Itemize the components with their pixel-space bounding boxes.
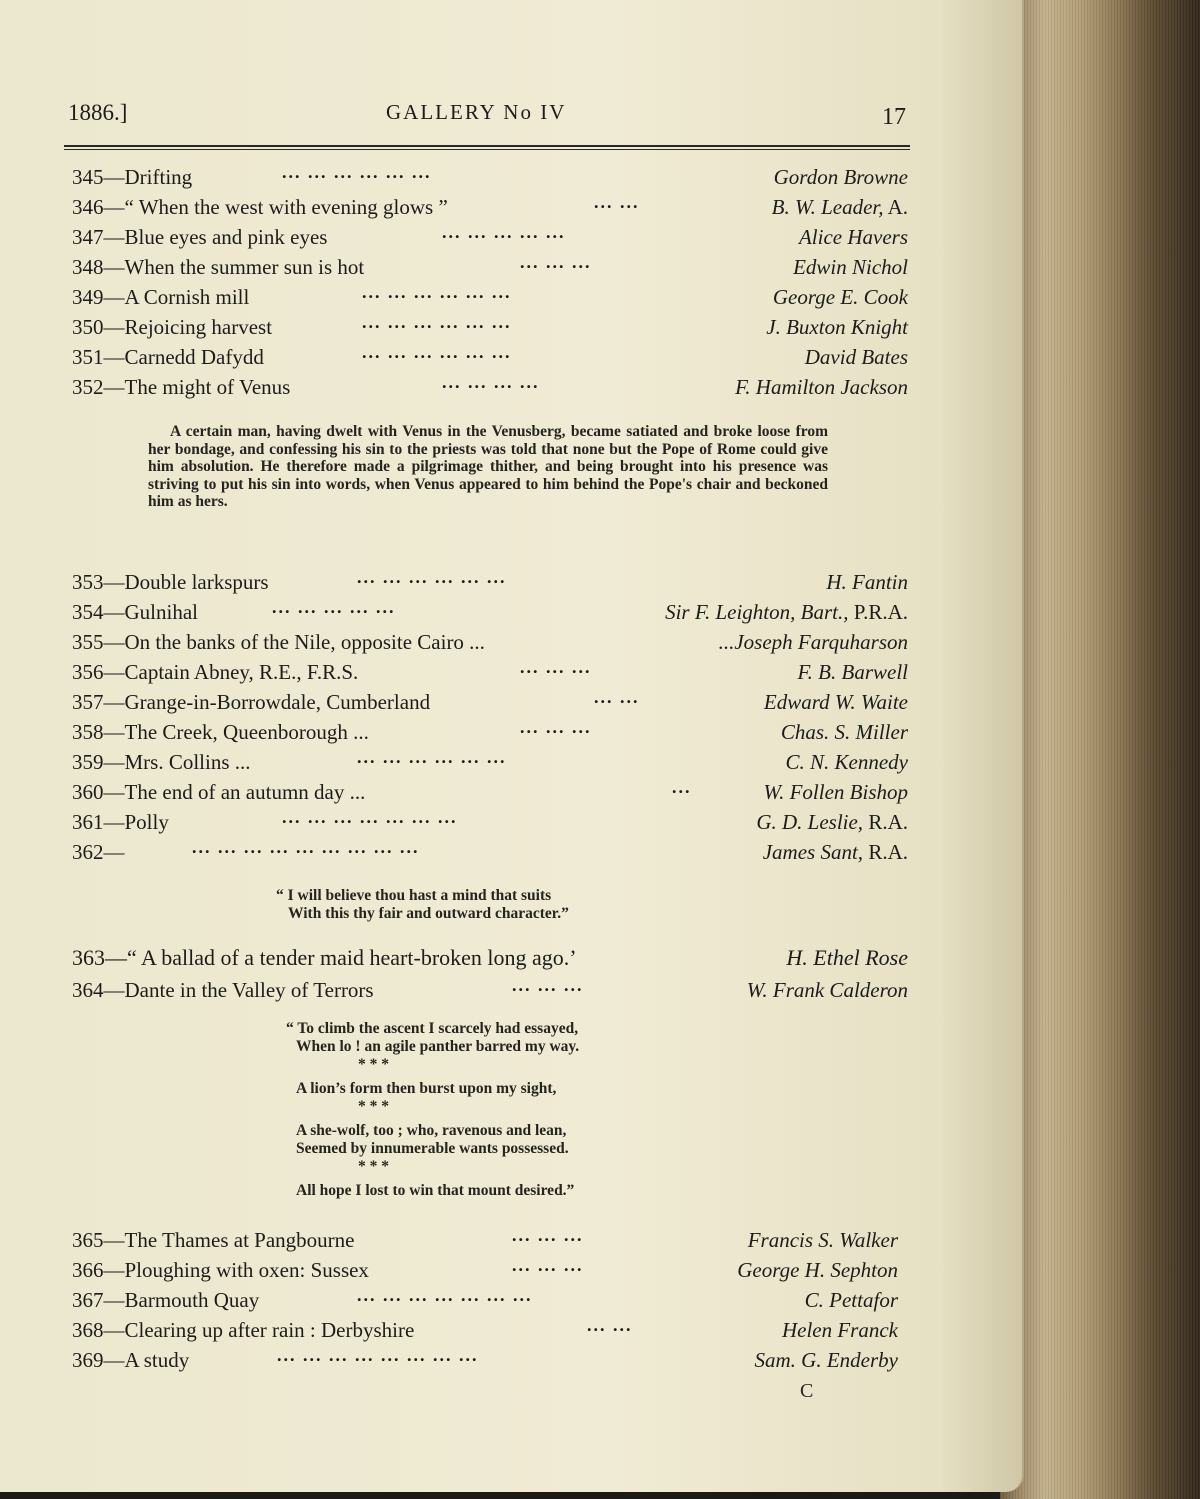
dot-leader: ... ... [587, 1315, 633, 1335]
dot-leader: ... ... ... ... ... ... [357, 747, 507, 767]
catalogue-entry-351: 351—Carnedd Dafydd ... ... ... ... ... ... David Bates [72, 342, 908, 369]
entry-number: 368 [72, 1318, 104, 1342]
entry-artist: Helen Franck [781, 1318, 898, 1342]
entry-title: Gulnihal [124, 600, 198, 624]
entry-number: 366 [72, 1258, 104, 1282]
entry-artist: F. B. Barwell [797, 660, 908, 684]
entry-title: Barmouth Quay [124, 1288, 260, 1312]
dot-leader: ... ... ... ... ... ... [282, 162, 432, 182]
dot-leader: ... ... ... ... ... ... [357, 567, 507, 587]
catalogue-entry-348: 348—When the summer sun is hot ... ... ... Edwin Nichol [72, 252, 908, 279]
catalogue-entry-361: 361—Polly ... ... ... ... ... ... ... G. D. Leslie, R.A. [72, 807, 908, 834]
entry-artist: Gordon Browne [773, 165, 908, 189]
dot-leader: ... ... ... ... ... ... ... [357, 1285, 533, 1305]
catalogue-entry-355: 355—On the banks of the Nile, opposite Cairo ... ...Joseph Farquharson [72, 630, 908, 654]
catalogue-entry-349: 349—A Cornish mill ... ... ... ... ... ... George E. Cook [72, 282, 908, 309]
entry-artist: James Sant, [762, 840, 864, 864]
entry-title: Captain Abney, R.E., F.R.S. [124, 660, 359, 684]
catalogue-entry-345: 345—Drifting ... ... ... ... ... ... Gordon Browne [72, 162, 908, 189]
entry-artist: Sir F. Leighton, Bart., [665, 600, 849, 624]
entry-artist: Chas. S. Miller [780, 720, 908, 744]
entry-artist: Alice Havers [798, 225, 908, 249]
entry-artist: David Bates [804, 345, 908, 369]
catalogue-entry-346: 346—“ When the west with evening glows ” ... ... B. W. Leader, A. [72, 192, 908, 219]
entry-artist: G. D. Leslie, [756, 810, 864, 834]
entry-title: The Thames at Pangbourne [124, 1228, 355, 1252]
entry-title: A Cornish mill [124, 285, 250, 309]
catalogue-entry-360: 360—The end of an autumn day ... ... W. Follen Bishop [72, 777, 908, 804]
entry-title: Carnedd Dafydd [124, 345, 264, 369]
quote-line: A lion’s form then burst upon my sight, [296, 1080, 557, 1097]
running-header [68, 100, 906, 140]
quote-line: With this thy fair and outward character.” [288, 904, 569, 922]
catalogue-entry-356: 356—Captain Abney, R.E., F.R.S. ... ... ... F. B. Barwell [72, 657, 908, 684]
entry-number: 354 [72, 600, 104, 624]
entry-title: Rejoicing harvest [124, 315, 273, 339]
entry-title: “ When the west with evening glows ” [124, 195, 448, 219]
entry-number: 346 [72, 195, 104, 219]
entry-number: 363 [72, 945, 105, 970]
entry-number: 359 [72, 750, 104, 774]
entry-number: 350 [72, 315, 104, 339]
entry-title: Polly [124, 810, 169, 834]
entry-artist: George H. Sephton [737, 1258, 898, 1282]
header-year: 1886.] [68, 100, 128, 125]
entry-title: Mrs. Collins ... [124, 750, 251, 774]
description-text: A certain man, having dwelt with Venus in the Venusberg, became satiated and broke loose from her bondage, and confessing his sin to the priests was told that none but the Pope of Rome could give him absolution. He therefore made a pilgrimage thither, and being brought into his presence was striving to put his sin into words, when Venus appeared to him behind the Pope's chair and beckoned him as hers. [148, 423, 828, 510]
entry-362-quote [276, 887, 569, 922]
entry-number: 358 [72, 720, 104, 744]
dot-leader: ... ... ... [512, 1225, 584, 1245]
header-rule [64, 145, 910, 147]
entry-artist: C. Pettafor [804, 1288, 898, 1312]
entry-number: 349 [72, 285, 104, 309]
entry-artist: B. W. Leader, [771, 195, 884, 219]
dot-leader: ... ... ... [520, 657, 592, 677]
quote-line: Seemed by innumerable wants possessed. [296, 1140, 569, 1157]
dot-leader: ... ... ... ... ... ... [362, 312, 512, 332]
catalogue-entry-369: 369—A study ... ... ... ... ... ... ... ... Sam. G. Enderby [72, 1345, 898, 1372]
catalogue-entry-362: 362— ... ... ... ... ... ... ... ... ... James Sant, R.A. [72, 837, 908, 864]
entry-number: 364 [72, 978, 104, 1002]
catalogue-entry-352: 352—The might of Venus ... ... ... ... F. Hamilton Jackson [72, 372, 908, 399]
stanza-break: * * * [358, 1158, 389, 1175]
header-rule-thin [64, 149, 910, 150]
entry-title: The might of Venus [124, 375, 291, 399]
signature-mark: C [800, 1380, 814, 1402]
entry-number: 353 [72, 570, 104, 594]
quote-line: “ To climb the ascent I scarcely had essayed, [286, 1020, 579, 1037]
entry-title: Clearing up after rain : Derbyshire [124, 1318, 415, 1342]
entry-number: 347 [72, 225, 104, 249]
entry-artist: H. Ethel Rose [786, 945, 908, 970]
catalogue-entry-359: 359—Mrs. Collins ... ... ... ... ... ... ... C. N. Kennedy [72, 747, 908, 774]
entry-number: 351 [72, 345, 104, 369]
entry-number: 361 [72, 810, 104, 834]
quote-line: “ I will believe thou hast a mind that suits [276, 887, 552, 904]
entry-number: 355 [72, 630, 104, 654]
dot-leader: ... ... ... [520, 252, 592, 272]
catalogue-entry-367: 367—Barmouth Quay ... ... ... ... ... ... ... C. Pettafor [72, 1285, 898, 1312]
dot-leader: ... ... [594, 687, 640, 707]
dot-leader: ... ... [594, 192, 640, 212]
quote-line: A she-wolf, too ; who, ravenous and lean, [296, 1122, 567, 1139]
quote-line: When lo ! an agile panther barred my way. [296, 1038, 580, 1055]
entry-artist: W. Follen Bishop [763, 780, 908, 804]
catalogue-entry-350: 350—Rejoicing harvest ... ... ... ... ... ... J. Buxton Knight [72, 312, 908, 339]
entry-number: 348 [72, 255, 104, 279]
entry-number: 345 [72, 165, 104, 189]
dot-leader: ... ... ... ... ... ... ... ... ... [192, 837, 420, 857]
catalogue-entry-366: 366—Ploughing with oxen: Sussex ... ... ... George H. Sephton [72, 1255, 898, 1282]
catalogue-entry-354: 354—Gulnihal ... ... ... ... ... Sir F. Leighton, Bart., P.R.A. [72, 597, 908, 624]
dot-leader: ... ... ... ... ... ... ... [282, 807, 458, 827]
entry-artist: J. Buxton Knight [766, 315, 908, 339]
dot-leader: ... ... ... ... ... [272, 597, 396, 617]
entry-title: When the summer sun is hot [124, 255, 365, 279]
entry-artist: H. Fantin [826, 570, 908, 594]
dot-leader: ... ... ... [512, 1255, 584, 1275]
catalogue-entry-353: 353—Double larkspurs ... ... ... ... ... ... H. Fantin [72, 567, 908, 594]
entry-title: The Creek, Queenborough ... [124, 720, 369, 744]
catalogue-entry-358: 358—The Creek, Queenborough ... ... ... ... Chas. S. Miller [72, 717, 908, 744]
entry-artist: ...Joseph Farquharson [718, 630, 908, 654]
entry-title: Grange-in-Borrowdale, Cumberland [124, 690, 431, 714]
dot-leader: ... ... ... ... ... ... [362, 282, 512, 302]
book-page-edges [1000, 0, 1200, 1499]
quote-line: All hope I lost to win that mount desired.” [296, 1182, 575, 1199]
entry-artist: Edward W. Waite [763, 690, 908, 714]
entry-number: 365 [72, 1228, 104, 1252]
dot-leader: ... ... ... [512, 975, 584, 995]
entry-number: 362 [72, 840, 104, 864]
entry-title: Drifting [124, 165, 193, 189]
entry-number: 356 [72, 660, 104, 684]
entry-artist: W. Frank Calderon [746, 978, 908, 1002]
entry-title: Ploughing with oxen: Sussex [124, 1258, 369, 1282]
entry-number: 360 [72, 780, 104, 804]
entry-artist: F. Hamilton Jackson [735, 375, 908, 399]
dot-leader: ... ... ... [520, 717, 592, 737]
dot-leader: ... ... ... ... ... [442, 222, 566, 242]
entry-artist: George E. Cook [772, 285, 908, 309]
entry-title: The end of an autumn day ... [124, 780, 366, 804]
stanza-break: * * * [358, 1098, 389, 1115]
catalogue-entry-347: 347—Blue eyes and pink eyes ... ... ... ... ... Alice Havers [72, 222, 908, 249]
stanza-break: * * * [358, 1056, 389, 1073]
entry-title: Dante in the Valley of Terrors [124, 978, 374, 1002]
entry-artist: C. N. Kennedy [785, 750, 908, 774]
catalogue-entry-365: 365—The Thames at Pangbourne ... ... ... Francis S. Walker [72, 1225, 898, 1252]
catalogue-entry-357: 357—Grange-in-Borrowdale, Cumberland ... ... Edward W. Waite [72, 687, 908, 714]
page-number: 17 [882, 104, 906, 130]
entry-title: On the banks of the Nile, opposite Cairo ... [124, 630, 485, 654]
entry-number: 357 [72, 690, 104, 714]
header-title: GALLERY No IV [386, 100, 567, 124]
entry-number: 369 [72, 1348, 104, 1372]
dot-leader: ... ... ... ... ... ... [362, 342, 512, 362]
dot-leader: ... ... ... ... [442, 372, 540, 392]
dot-leader: ... ... ... ... ... ... ... ... [277, 1345, 479, 1365]
entry-352-description [148, 423, 828, 511]
entry-number: 367 [72, 1288, 104, 1312]
entry-number: 352 [72, 375, 104, 399]
catalogue-entry-368: 368—Clearing up after rain : Derbyshire ... ... Helen Franck [72, 1315, 898, 1342]
entry-artist: Francis S. Walker [747, 1228, 898, 1252]
entry-title: Double larkspurs [124, 570, 269, 594]
catalogue-entry-364: 364—Dante in the Valley of Terrors ... ... ... W. Frank Calderon [72, 975, 908, 1002]
catalogue-entry-363: 363—“ A ballad of a tender maid heart-broken long ago.’ H. Ethel Rose [72, 945, 908, 970]
entry-364-quote [286, 1020, 579, 1200]
entry-artist: Edwin Nichol [793, 255, 908, 279]
entry-artist: Sam. G. Enderby [754, 1348, 898, 1372]
entry-title: Blue eyes and pink eyes [124, 225, 328, 249]
entry-title: “ A ballad of a tender maid heart-broken long ago.’ [127, 945, 577, 970]
entry-title: A study [124, 1348, 190, 1372]
dot-leader: ... [672, 777, 692, 797]
